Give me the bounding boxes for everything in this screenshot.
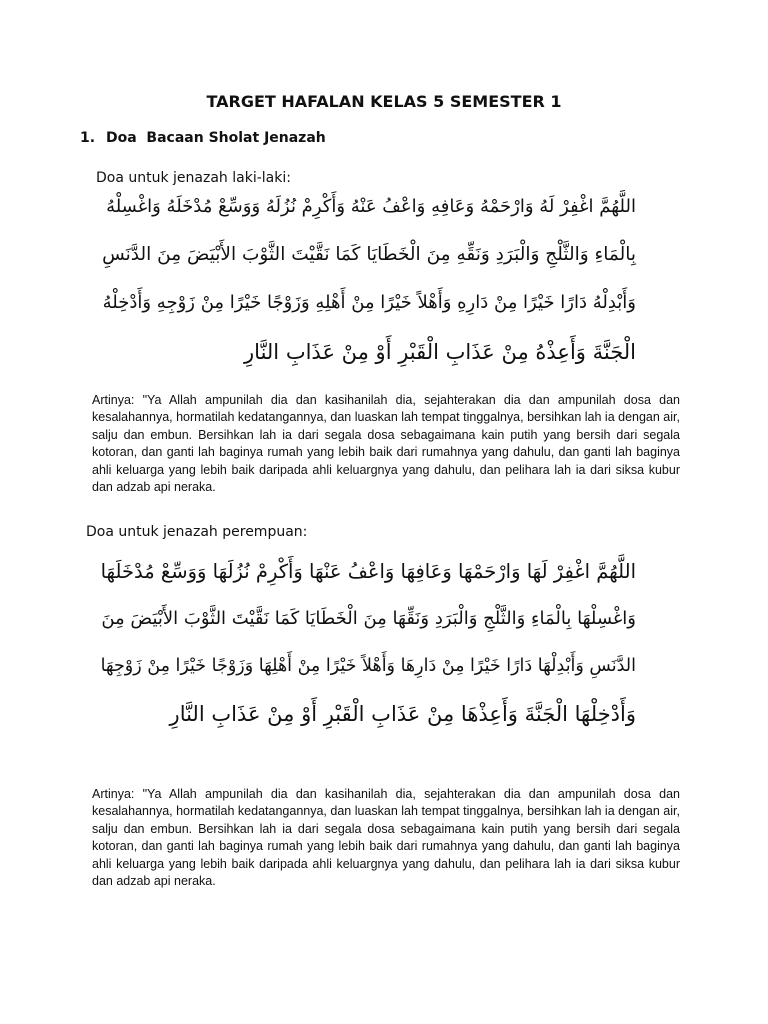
female-translation: Artinya: "Ya Allah ampunilah dia dan kasihanilah dia, sejahterakan dia dan ampunilah dosa dan kesalahannya, hormatilah kedatangannya, dan luaskan lah tempat tinggalnya, bersihkan lah ia dengan air, salju dan embun. Bersihkan lah ia dari segala dosa sebagaimana kain putih yang bersih dari segala kotoran, dan ganti lah baginya rumah yang lebih baik dari rumahnya yang dahulu, dan ganti lah baginya ahli keluarga yang lebih baik daripada ahli keluargnya yang dahulu, dan pelihara lah ia dari siksa kubur dan adzab api neraka. xyxy=(92,787,680,889)
section-label: Doa Bacaan Sholat Jenazah xyxy=(106,130,326,146)
section-heading xyxy=(80,130,326,146)
female-arabic-line: الدَّنَسِ وَأَبْدِلْهَا دَارًا خَيْرًا مِنْ دَارِهَا وَأَهْلاً خَيْرًا مِنْ أَهْلِهَا وَزَوْجًا خَيْرًا مِنْ زَوْجِهَا xyxy=(100,656,636,676)
section-number: 1. xyxy=(80,130,96,146)
male-arabic-line: وَأَبْدِلْهُ دَارًا خَيْرًا مِنْ دَارِهِ وَأَهْلاً خَيْرًا مِنْ أَهْلِهِ وَزَوْجًا خَيْرًا مِنْ زَوْجِهِ وَأَدْخِلْهُ xyxy=(102,292,636,313)
female-arabic-line: وَأَدْخِلْهَا الْجَنَّةَ وَأَعِذْهَا مِنْ عَذَابِ الْقَبْرِ أَوْ مِنْ عَذَابِ النَّارِ xyxy=(169,702,636,726)
female-arabic-line: اللَّهُمَّ اغْفِرْ لَهَا وَارْحَمْهَا وَعَافِهَا وَاعْفُ عَنْهَا وَأَكْرِمْ نُزُلَهَا وَوَسِّعْ مُدْخَلَهَا xyxy=(100,560,636,583)
female-prayer-label: Doa untuk jenazah perempuan: xyxy=(86,524,308,540)
female-arabic-line: وَاغْسِلْهَا بِالْمَاءِ وَالثَّلْجِ وَالْبَرَدِ وَنَقِّهَا مِنَ الْخَطَايَا كَمَا نَقَّيْتَ الثَّوْبَ الأَبْيَضَ مِنَ xyxy=(101,608,636,629)
male-prayer-label: Doa untuk jenazah laki-laki: xyxy=(96,170,291,186)
male-arabic-line: الْجَنَّةَ وَأَعِذْهُ مِنْ عَذَابِ الْقَبْرِ أَوْ مِنْ عَذَابِ النَّارِ xyxy=(244,340,636,364)
male-translation: Artinya: "Ya Allah ampunilah dia dan kasihanilah dia, sejahterakan dia dan ampunilah dosa dan kesalahannya, hormatilah kedatangannya, dan luaskan lah tempat tinggalnya, bersihkan lah ia dengan air, salju dan embun. Bersihkan lah ia dari segala dosa sebagaimana kain putih yang bersih dari segala kotoran, dan ganti lah baginya rumah yang lebih baik dari rumahnya yang dahulu, dan ganti lah baginya ahli keluarga yang lebih baik daripada ahli keluargnya yang dahulu, dan pelihara lah ia dari siksa kubur dan adzab api neraka. xyxy=(92,393,680,495)
male-arabic-line: اللَّهُمَّ اغْفِرْ لَهُ وَارْحَمْهُ وَعَافِهِ وَاعْفُ عَنْهُ وَأَكْرِمْ نُزُلَهُ وَوَسِّعْ مُدْخَلَهُ وَاغْسِلْهُ xyxy=(106,196,636,217)
page-title: TARGET HAFALAN KELAS 5 SEMESTER 1 xyxy=(206,92,562,111)
male-arabic-line: بِالْمَاءِ وَالثَّلْجِ وَالْبَرَدِ وَنَقِّهِ مِنَ الْخَطَايَا كَمَا نَقَّيْتَ الثَّوْبَ الأَبْيَضَ مِنَ الدَّنَسِ xyxy=(102,244,636,265)
